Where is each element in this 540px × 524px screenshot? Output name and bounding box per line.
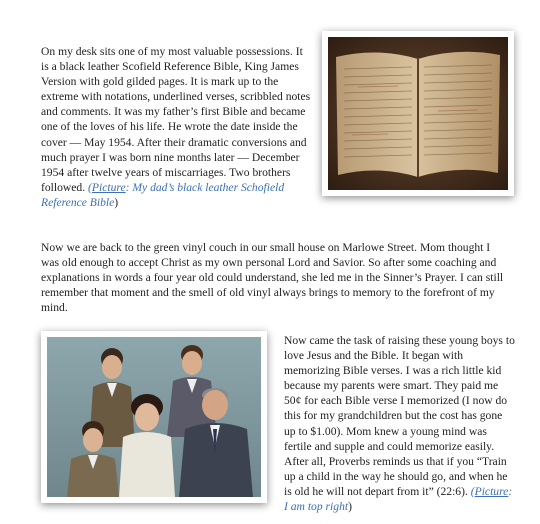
- caption-picture-link[interactable]: Picture: [91, 180, 126, 194]
- caption-open-paren: (: [88, 180, 92, 194]
- paragraph-salvation-text: Now we are back to the green vinyl couch in our small house on Marlowe Street. Mom thought I was old enough to accept Christ as my own personal Lord and Savior. So after some coaching and explanations in words a four year old could understand, she led me in the Sinner’s Prayer. I can still remember that moment and the smell of old vinyl always brings to memory to the forefront of my mind.: [41, 241, 504, 315]
- open-bible-image: [328, 37, 508, 190]
- family-photo: [41, 331, 267, 503]
- caption-close-paren: ): [348, 500, 352, 514]
- paragraph-memorizing-text: Now came the task of raising these young boys to love Jesus and the Bible. It began with memorizing Bible verses. I was a rich little kid because my parents were smart. They paid me 50¢ for each Bible verse I memorized (I now do this for my grandchildren but the cost has gone up to $1.00). Mom knew a young mind was fertile and supple and could memorize easily. After all, Proverbs reminds us that if you “Train up a child in the way he should go, and when he is old he will not depart from it” (22:6).: [284, 334, 515, 498]
- paragraph-bible: [41, 44, 313, 210]
- caption-close-paren: ): [114, 195, 119, 209]
- paragraph-salvation: [41, 240, 511, 315]
- family-portrait-image: [47, 337, 261, 497]
- bible-photo: [322, 31, 514, 196]
- caption-open-paren: (: [467, 484, 475, 498]
- caption-description: : My dad’s black leather Schofield Reference Bible: [41, 180, 285, 209]
- caption-description: : I am top right: [284, 484, 513, 514]
- caption-picture-link[interactable]: Picture: [474, 484, 509, 498]
- paragraph-bible-text: On my desk sits one of my most valuable possessions. It is a black leather Scofield Reference Bible, King James Version with gold gilded pages. It is mark up to the extreme with notations, underlined verses, scribbled notes and comments. It was my father’s first Bible and became one of the loves of his life. He wrote the date inside the cover — May 1954. After their dramatic conversions and much prayer I was born nine months later — December 1954 after twelve years of miscarriages. Two brothers followed.: [41, 45, 311, 194]
- paragraph-memorizing: [284, 333, 516, 514]
